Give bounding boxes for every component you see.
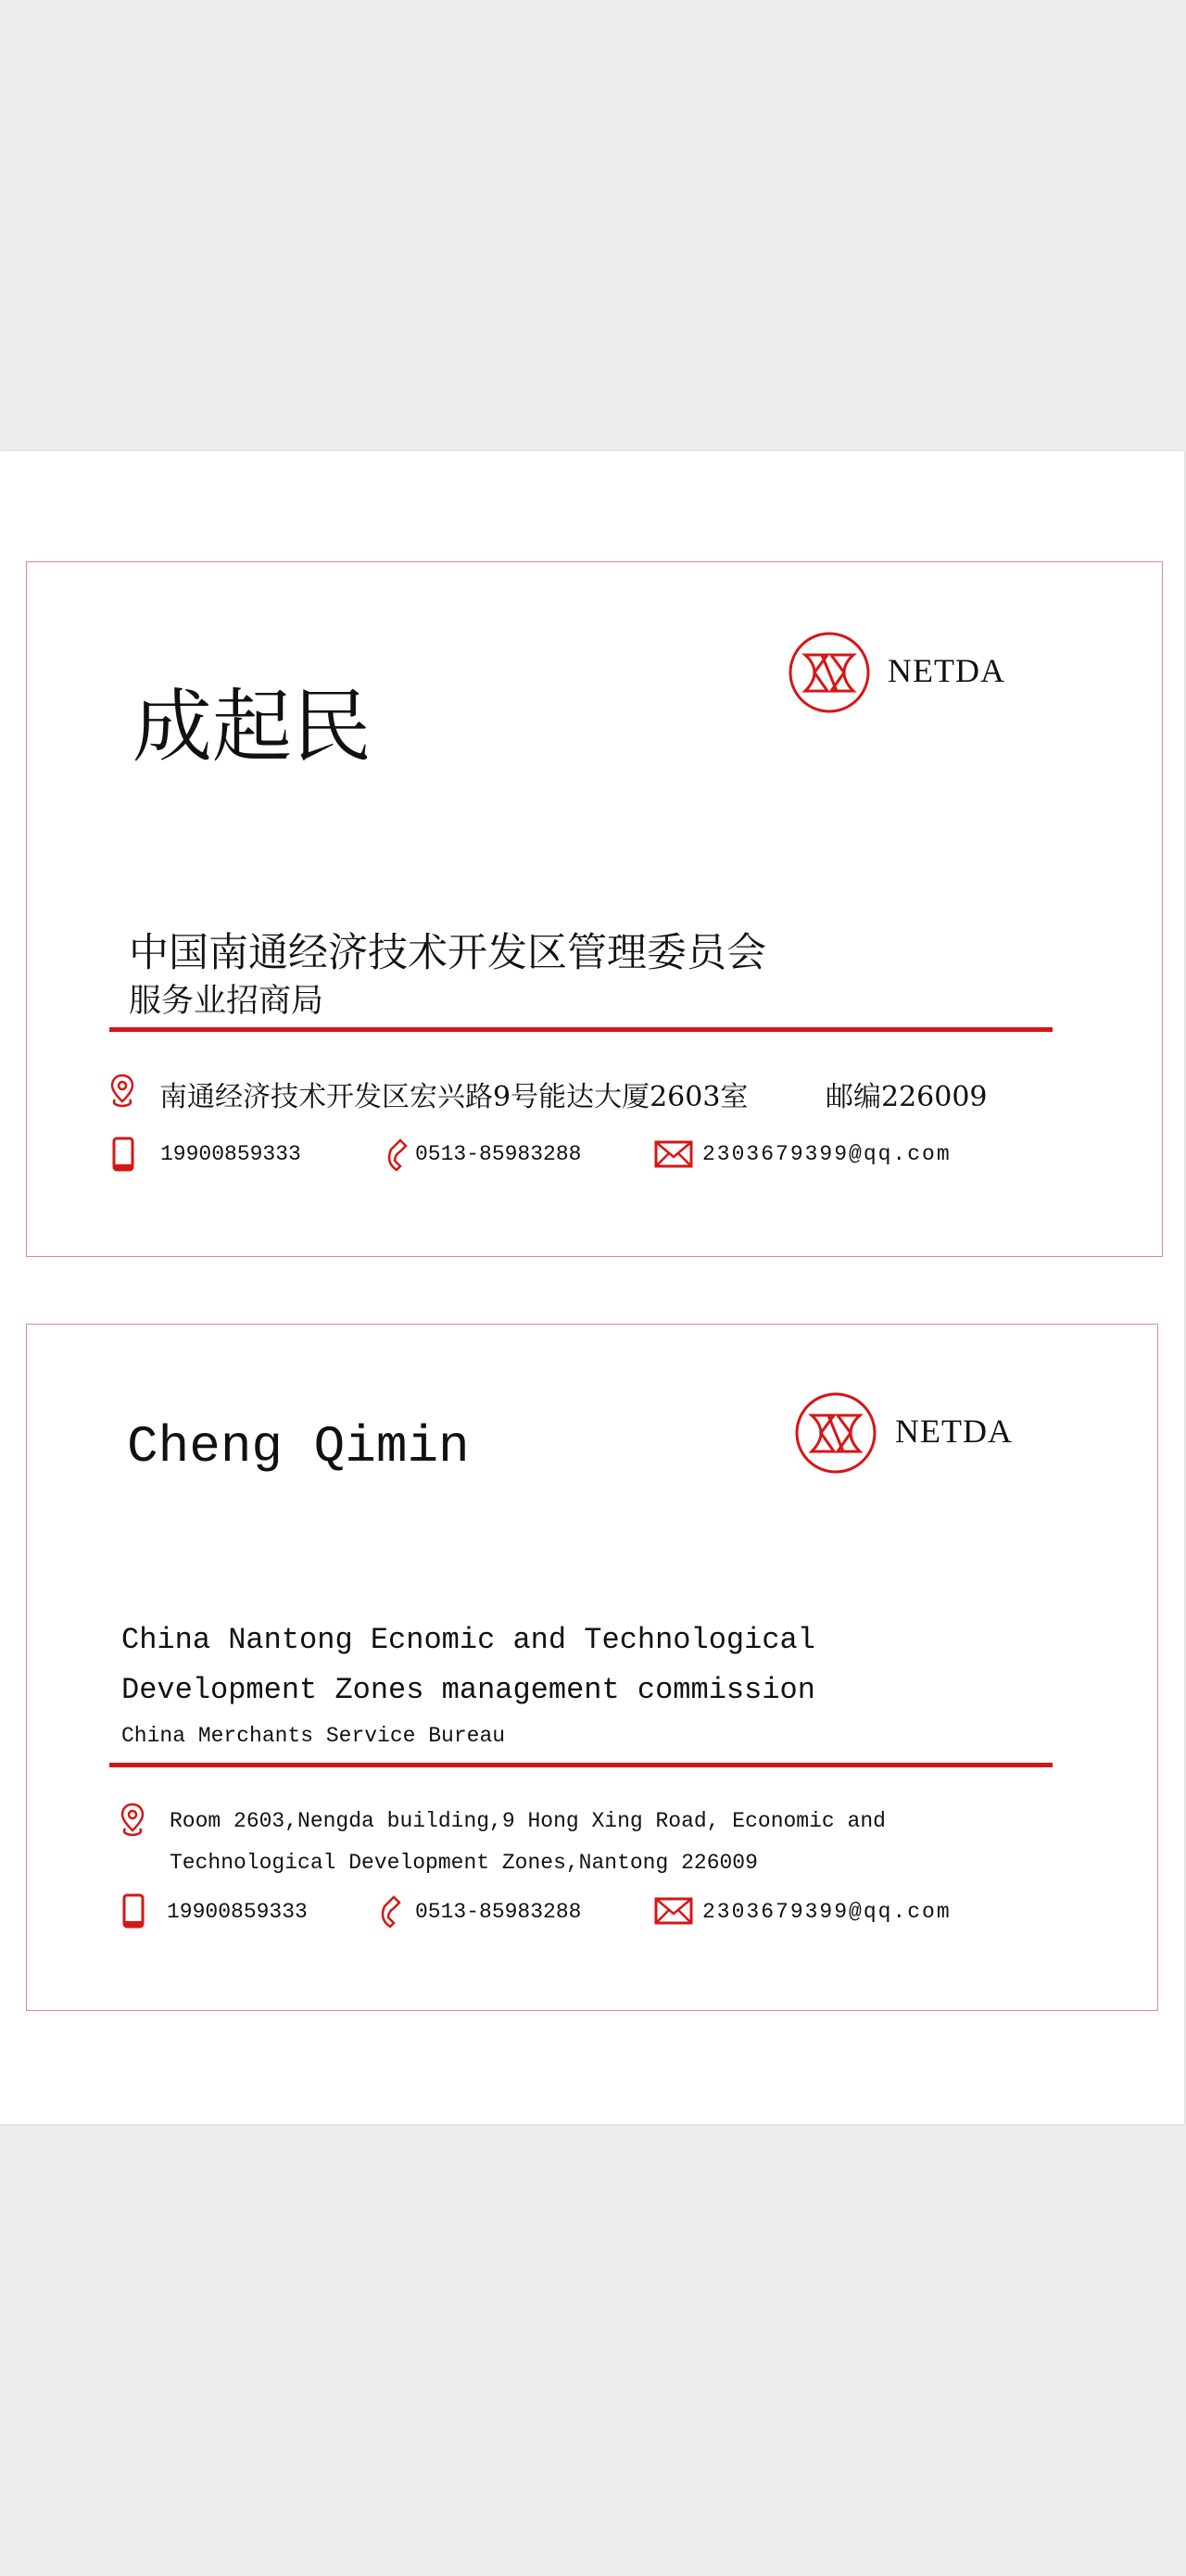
address-line-1: Room 2603,Nengda building,9 Hong Xing Road, Economic and (170, 1809, 886, 1833)
person-name: 成起民 (132, 681, 372, 773)
location-pin-icon (109, 1074, 135, 1109)
netda-logo-icon (793, 1390, 878, 1476)
phone-number: 0513-85983288 (415, 1900, 582, 1924)
mobile-phone-icon (110, 1137, 136, 1172)
postcode: 邮编226009 (826, 1081, 988, 1113)
netda-logo-icon (787, 630, 872, 715)
telephone-icon (375, 1893, 403, 1929)
email: 2303679399@qq.com (702, 1142, 952, 1166)
address-line-2: Technological Development Zones,Nantong 226009 (170, 1851, 758, 1875)
department: 服务业招商局 (129, 983, 324, 1020)
address: 南通经济技术开发区宏兴路9号能达大厦2603室 (159, 1081, 749, 1113)
telephone-icon (382, 1137, 410, 1172)
mobile-number: 19900859333 (160, 1142, 301, 1166)
divider (109, 1027, 1053, 1032)
phone-number: 0513-85983288 (415, 1142, 582, 1166)
mobile-number: 19900859333 (167, 1900, 308, 1924)
business-card-chinese (26, 561, 1163, 1257)
divider (109, 1763, 1053, 1767)
mobile-phone-icon (120, 1893, 146, 1929)
email: 2303679399@qq.com (702, 1900, 952, 1924)
person-name: Cheng Qimin (127, 1417, 470, 1476)
location-pin-icon (120, 1803, 145, 1838)
brand-name: NETDA (888, 652, 1005, 689)
mail-icon (654, 1138, 693, 1170)
organization-line-2: Development Zones management commission (121, 1673, 815, 1707)
mail-icon (654, 1895, 693, 1927)
department: China Merchants Service Bureau (121, 1724, 506, 1748)
business-card-english (26, 1324, 1158, 2011)
organization-line-1: China Nantong Ecnomic and Technological (121, 1623, 815, 1657)
brand-name: NETDA (895, 1413, 1013, 1450)
document-page (0, 451, 1184, 2124)
organization: 中国南通经济技术开发区管理委员会 (129, 930, 766, 976)
